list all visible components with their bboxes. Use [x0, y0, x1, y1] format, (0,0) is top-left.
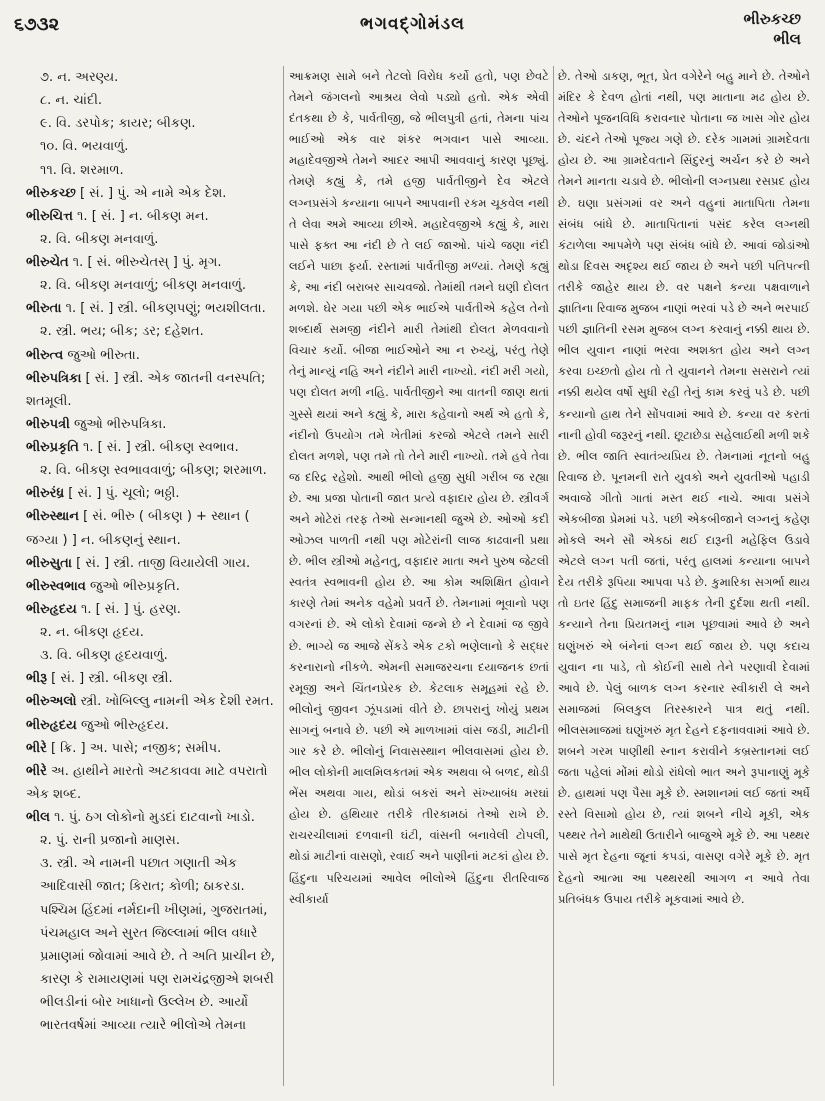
column-middle [289, 66, 549, 1096]
headword: ભીરે [26, 763, 47, 779]
dictionary-entry [26, 737, 278, 760]
sense-definition: ૧૦. વિ. ભયવાળું. [40, 139, 129, 155]
definition: [ સં. ] પું. ચૂલો; ભઠ્ઠી. [64, 486, 180, 502]
sense-definition: ૩. સ્ત્રી. એ નામની પછાત ગણાતી એક આદિવાસી જાત; કિરાત; કોળી; ઠાકરડા. પશ્ચિમ હિંદમાં નર્મદાની ખીણમાં, ગુજરાતમાં, પંચમહાલ અને સુરત જિલ્લામાં ભીલ વધારે પ્રમાણમાં જોવામાં આવે છે. તે અતિ પ્રાચીન છે, કારણ કે રામાયણમાં પણ રામચંદ્રજીએ શબરી ભીલડીનાં બોર ખાધાનો ઉલ્લેખ છે. આર્યો ભારતવર્ષમાં આવ્યા ત્યારે ભીલોએ તેમના [40, 856, 275, 1034]
headword: ભીરુકચ્છ [26, 185, 76, 201]
dictionary-entry [26, 344, 278, 367]
sense-definition: ૩. વિ. બીકણ હૃદયવાળું. [40, 648, 168, 664]
column-divider [283, 66, 284, 1086]
headword-range-end: ભીલ [773, 30, 801, 48]
dictionary-entry [26, 367, 278, 413]
sense-definition: ૧૧. વિ. શરમાળ. [40, 162, 124, 178]
dictionary-entry [26, 575, 278, 598]
dictionary-entry [26, 482, 278, 505]
sense-definition: ૨. સ્ત્રી. ભય; બીક; ડર; દહેશત. [40, 324, 204, 340]
headword: ભીરુપત્રી [26, 416, 70, 432]
book-title: ભગવદ્ગોમંડલ [360, 14, 465, 34]
headword: ભીરુચિત્ત [26, 208, 73, 224]
headword: ભીરુતા [26, 301, 62, 317]
dictionary-entry [26, 251, 278, 274]
column-divider [553, 66, 554, 1086]
headword: ભીરે [26, 740, 47, 756]
column-right [558, 66, 810, 1096]
definition: [ સં. ] સ્ત્રી. બીકણ સ્ત્રી. [47, 671, 173, 687]
headword: ભીરૂ [26, 671, 48, 687]
headword: ભીરુપત્રિકા [26, 370, 82, 386]
dictionary-entry [26, 714, 278, 737]
sense-definition: ૨. વિ. બીકણ મનવાળું. [40, 231, 159, 247]
definition: જુઓ ભીરુપત્રિકા. [69, 416, 167, 432]
dictionary-entry [26, 205, 278, 228]
dictionary-entry [26, 413, 278, 436]
sense-definition: ૨. વિ. બીકણ મનવાળું; બીકણ મનવાળું. [40, 278, 247, 294]
headword: ભીરુત્વ [26, 347, 64, 363]
definition: [ ક્રિ. ] અ. પાસે; નજીક; સમીપ. [46, 740, 222, 756]
headword-range-start: ભીરુકચ્છ [743, 10, 801, 28]
headword: ભીલ [26, 810, 50, 825]
sense-definition: ૯. વિ. ડરપોક; કાયર; બીકણ. [40, 116, 196, 132]
dictionary-entry [26, 598, 278, 621]
sense-definition: ૨. ન. બીકણ હૃદય. [40, 625, 144, 640]
headword: ભીરુહૃદય [26, 717, 77, 733]
definition: જુઓ ભીરુહૃદય. [76, 717, 169, 733]
definition: ૧. [ સં. ] સ્ત્રી. બીકણ સ્વભાવ. [78, 440, 239, 455]
definition: [ સં. ] સ્ત્રી. એક જાતની વનસ્પતિ; શતમૂલી. [26, 370, 266, 409]
definition: અ. હાથીને મારતો અટકાવવા માટે વપરાતો એક શબ્દ. [26, 763, 268, 802]
definition: ૧. [ સં. ભીરુચેતસ્ ] પું. મૃગ. [68, 255, 222, 270]
page-header [0, 0, 825, 46]
sense-definition: ૨. વિ. બીકણ સ્વભાવવાળું; બીકણ; શરમાળ. [40, 463, 267, 479]
headword: ભીરુઅલો [26, 694, 77, 710]
definition: [ સં. ] સ્ત્રી. તાજી વિયાયેલી ગાય. [71, 555, 251, 571]
dictionary-entry [26, 806, 278, 829]
dictionary-entry [26, 667, 278, 690]
dictionary-entry [26, 297, 278, 320]
column-left [26, 66, 278, 1096]
body-paragraph: આક્રમણ સામે બને તેટલો વિરોધ કર્યો હતો, પણ છેવટે તેમને જંગલનો આશ્રય લેવો પડ્યો હતો. એક એવી દંતકથા છે કે, પાર્વતીજી, જે ભીલપુત્રી હતાં, તેમના પાંચ ભાઈઓ એક વાર શંકર ભગવાન પાસે આવ્યા. મહાદેવજીએ તેમને આદર આપી આવવાનું કારણ પૂછ્યું. તેમણે કહ્યું કે, તમે હજી પાર્વતીજીને દેવ એટલે લગ્નપ્રસંગે કન્યાના બાપને આપવાની રકમ ચૂકવેલ નથી તે લેવા અમે આવ્યા છીએ. મહાદેવજીએ કહ્યું કે, મારા પાસે ફક્ત આ નંદી છે તે લઈ જાઓ. પાંચે જણા નંદી લઈને પાછા ફર્યા. રસ્તામાં પાર્વતીજી મળ્યાં. તેમણે કહ્યું કે, આ નંદી બરાબર સાચવજો. તેમાંથી તમને ઘણી દોલત મળશે. ઘેર ગયા પછી એક ભાઈએ પાર્વતીએ કહેલ તેનો શબ્દાર્થ સમજી નંદીને મારી તેમાંથી દોલત મેળવવાનો વિચાર કર્યો. બીજા ભાઈઓને આ ન રુચ્યું, પરંતુ તેણે તેનું માન્યું નહિ અને નંદીને મારી નાખ્યો. નંદી મરી ગયો, પણ દોલત મળી નહિ. પાર્વતીજીને આ વાતની જાણ થતાં ગુસ્સે થયાં અને કહ્યું કે, મારા કહેવાનો અર્થ એ હતો કે, નંદીનો ઉપયોગ તમે ખેતીમાં કરજો એટલે તમને સારી દોલત મળશે, પણ તમે તો તેને મારી નાખ્યો. તમે હવે તેવા જ દરિદ્ર રહેશો. આથી ભીલો હજી સુધી ગરીબ જ રહ્યા છે. આ પ્રજા પોતાની જાત પ્રત્યે વફાદાર હોય છે. સ્ત્રીવર્ગ અને મોટેરાં તરફ તેઓ સન્માનથી જુએ છે. ઓઓ કદી ઓઝલ પાળતી નથી પણ મોટેરાંની લાજ કાઢવાની પ્રથા છે. ભીલ સ્ત્રીઓ મહેનતુ, વફાદાર માતા અને પુરુષ જેટલી સ્વતંત્ર સ્વભાવની હોય છે. આ કોમ અશિક્ષિત હોવાને કારણે તેમાં અનેક વહેમો પ્રવર્તે છે. તેમનામાં ભૂવાનો પણ વગરનાં છે. એ લોકો દેવામાં જન્મે છે ને દેવામાં જ જીવે છે. ભાગ્યે જ આજે સેંકડે એક ટકો ભણેલાનો કે સદ્ધર કરનારાનો નીકળે. એમની સમાજરચના દયાજનક છતાં રમૂજી અને ચિંતનપ્રેરક છે. કેટલાક સમૂહમાં રહે છે. ભીલોનું જીવન ઝૂંપડામાં વીતે છે. છાપરાનું ખોયું પ્રથમ સાગનું બનાવે છે. પછી એ માળખામાં વાંસ જડી, માટીની ગાર કરે છે. ભીલોનું નિવાસસ્થાન ભીલવાસમાં હોય છે. ભીલ લોકોની માલમિલકતમાં એક અથવા બે બળદ, થોડી ભેંસ અથવા ગાય, થોડાં બકરાં અને સંખ્યાબંધ મરઘાં હોય છે. હથિયાર તરીકે તીરકામઠાં તેઓ રાખે છે. રાચરચીલામાં દળવાની ઘંટી, વાંસની બનાવેલી ટોપલી, થોડાં માટીનાં વાસણો, રવાઈ અને પાણીનાં મટકાં હોય છે. હિંદુના પરિચયમાં આવેલ ભીલોએ હિંદુના રીતરિવાજ સ્વીકાર્યા [289, 69, 549, 906]
headword: ભીરુસ્વભાવ [26, 578, 86, 594]
definition: ૧. [ સં. ] ન. બીકણ મન. [72, 208, 209, 224]
definition: જુઓ ભીરુપ્રકૃતિ. [85, 578, 180, 594]
dictionary-entry [26, 552, 278, 575]
dictionary-entry [26, 690, 278, 713]
definition: [ સં. ] પું. એ નામે એક દેશ. [75, 185, 227, 201]
dictionary-entry [26, 182, 278, 205]
body-paragraph: છે. તેઓ ડાકણ, ભૂત, પ્રેત વગેરેને બહુ માને છે. તેઓને મંદિર કે દેવળ હોતાં નથી, પણ માતાના મઢ હોય છે. તેઓને પૂજનવિધિ કરાવનાર પોતાના જ ખાસ ગોર હોય છે. ચંદને તેઓ પૂજ્ય ગણે છે. દરેક ગામમાં ગ્રામદેવતા હોય છે. આ ગ્રામદેવતાને સિંદુરનું અર્ચન કરે છે અને તેમને માનતા ચડાવે છે. ભીલોની લગ્નપ્રથા રસપ્રદ હોય છે. ઘણા પ્રસંગમાં વર અને વહુનાં માતાપિતા તેમના સંબંધ બાંધે છે. માતાપિતાનાં પસંદ કરેલ લગ્નથી કંટાળેલા આપમેળે પણ સંબંધ બાંધે છે. આવાં જોડાંઓ થોડા દિવસ અદૃશ્ય થઈ જાય છે અને પછી પતિપત્ની તરીકે જાહેર થાય છે. વર પક્ષને કન્યા પક્ષવાળાને જ્ઞાતિના રિવાજ મુજબ નાણાં ભરવાં પડે છે અને ભરપાઈ પછી જ્ઞાતિની રસમ મુજબ લગ્ન કરવાનું નક્કી થાય છે. ભીલ યુવાન નાણાં ભરવા અશક્ત હોય અને લગ્ન કરવા ઇચ્છતો હોય તો તે યુવાનને તેમના સસરાને ત્યાં નક્કી થયેલ વર્ષો સુધી રહી તેનું કામ કરવું પડે છે. પછી કન્યાનો હાથ તેને સોંપવામાં આવે છે. કન્યા વર કરતાં નાની હોવી જરૂરનું નથી. છૂટાછેડા સહેલાઈથી મળી શકે છે. ભીલ જાતિ સ્વાતંત્ર્યપ્રિય છે. તેમનામાં નૂતનો બહુ રિવાજ છે. પૂનમની રાતે યુવકો અને યુવતીઓ પહાડી અવાજે ગીતો ગાતાં મસ્ત થઈ નાચે. આવા પ્રસંગે એકબીજા પ્રેમમાં પડે. પછી એકબીજાને લગ્નનું કહેણ મોકલે અને સૌ એકઠાં થઈ દારૂની મહેફિલ ઉડાવે એટલે લગ્ન પતી જતાં, પરંતુ હાલમાં કન્યાના બાપને દેય તરીકે રૂપિયા આપવા પડે છે. કુમારિકા સગર્ભા થાય તો ઇતર હિંદુ સમાજની માફક તેની દુર્દશા થતી નથી. કન્યાને તેના પ્રિયતમનું નામ પૂછવામાં આવે છે અને ઘણુંખરું એ બંનેનાં લગ્ન થઈ જાય છે. પણ કદાચ યુવાન ના પાડે, તો કોઈની સાથે તેને પરણાવી દેવામાં આવે છે. પેલું બાળક લગ્ન કરનાર સ્વીકારી લે અને સમાજમાં બિલકુલ તિરસ્કારને પાત્ર થતું નથી. ભીલસમાજમાં ઘણુંખરું મૃત દેહને દફનાવવામાં આવે છે. શબને ગરમ પાણીથી સ્નાન કરાવીને કબ્રસ્તાનમાં લઈ જતા પહેલાં મોંમાં થોડો રાંધેલો ભાત અને રૂપાનાણું મૂકે છે. હાથમાં પણ પૈસા મૂકે છે. સ્મશાનમાં લઈ જતાં અર્ધે રસ્તે વિસામો હોય છે, ત્યાં શબને નીચે મૂકી, એક પથ્થર તેને માથેથી ઉતારીને બાજુએ મૂકે છે. આ પથ્થર પાસે મૃત દેહના જૂનાં કપડાં, વાસણ વગેરે મૂકે છે. મૃત દેહનો આત્મા આ પથ્થરથી આગળ ન આવે તેવા પ્રતિબંધક ઉપાય તરીકે મૂકવામાં આવે છે. [558, 69, 810, 906]
dictionary-entry [26, 505, 278, 551]
dictionary-entry [26, 436, 278, 459]
sense-definition: ૮. ન. ચાંદી. [40, 93, 103, 109]
sense-definition: ૨. પું. રાની પ્રજાનો માણસ. [40, 833, 180, 849]
definition: ૧. પું. ઠગ લોકોનો મુડદાં દાટવાનો ખાડો. [49, 810, 255, 825]
definition: ૧. [ સં. ] સ્ત્રી. બીકણપણું; ભયશીલતા. [61, 301, 266, 317]
definition: [ સં. ભીરુ ( બીકણ ) + સ્થાન ( જગ્યા ) ] ન. બીકણનું સ્થાન. [26, 509, 250, 548]
definition: સ્ત્રી. ખોબિલ્લુ નામની એક દેશી રમત. [76, 694, 274, 710]
headword: ભીરુસ્થાન [26, 509, 79, 525]
headword: ભીરુહૃદય [26, 601, 77, 617]
definition: ૧. [ સં. ] પું. હરણ. [76, 601, 181, 617]
sense-definition: ૭. ન. અરણ્ય. [40, 70, 119, 85]
page-number: ૬૭૩૨ [14, 14, 60, 35]
headword: ભીરુસુતા [26, 555, 72, 571]
dictionary-entry [26, 760, 278, 806]
headword: ભીરુચેત [26, 255, 69, 270]
headword: ભીરુપ્રકૃતિ [26, 440, 79, 455]
headword: ભીરુરંધ્ર [26, 486, 65, 502]
definition: જુઓ ભીરુતા. [63, 347, 140, 363]
